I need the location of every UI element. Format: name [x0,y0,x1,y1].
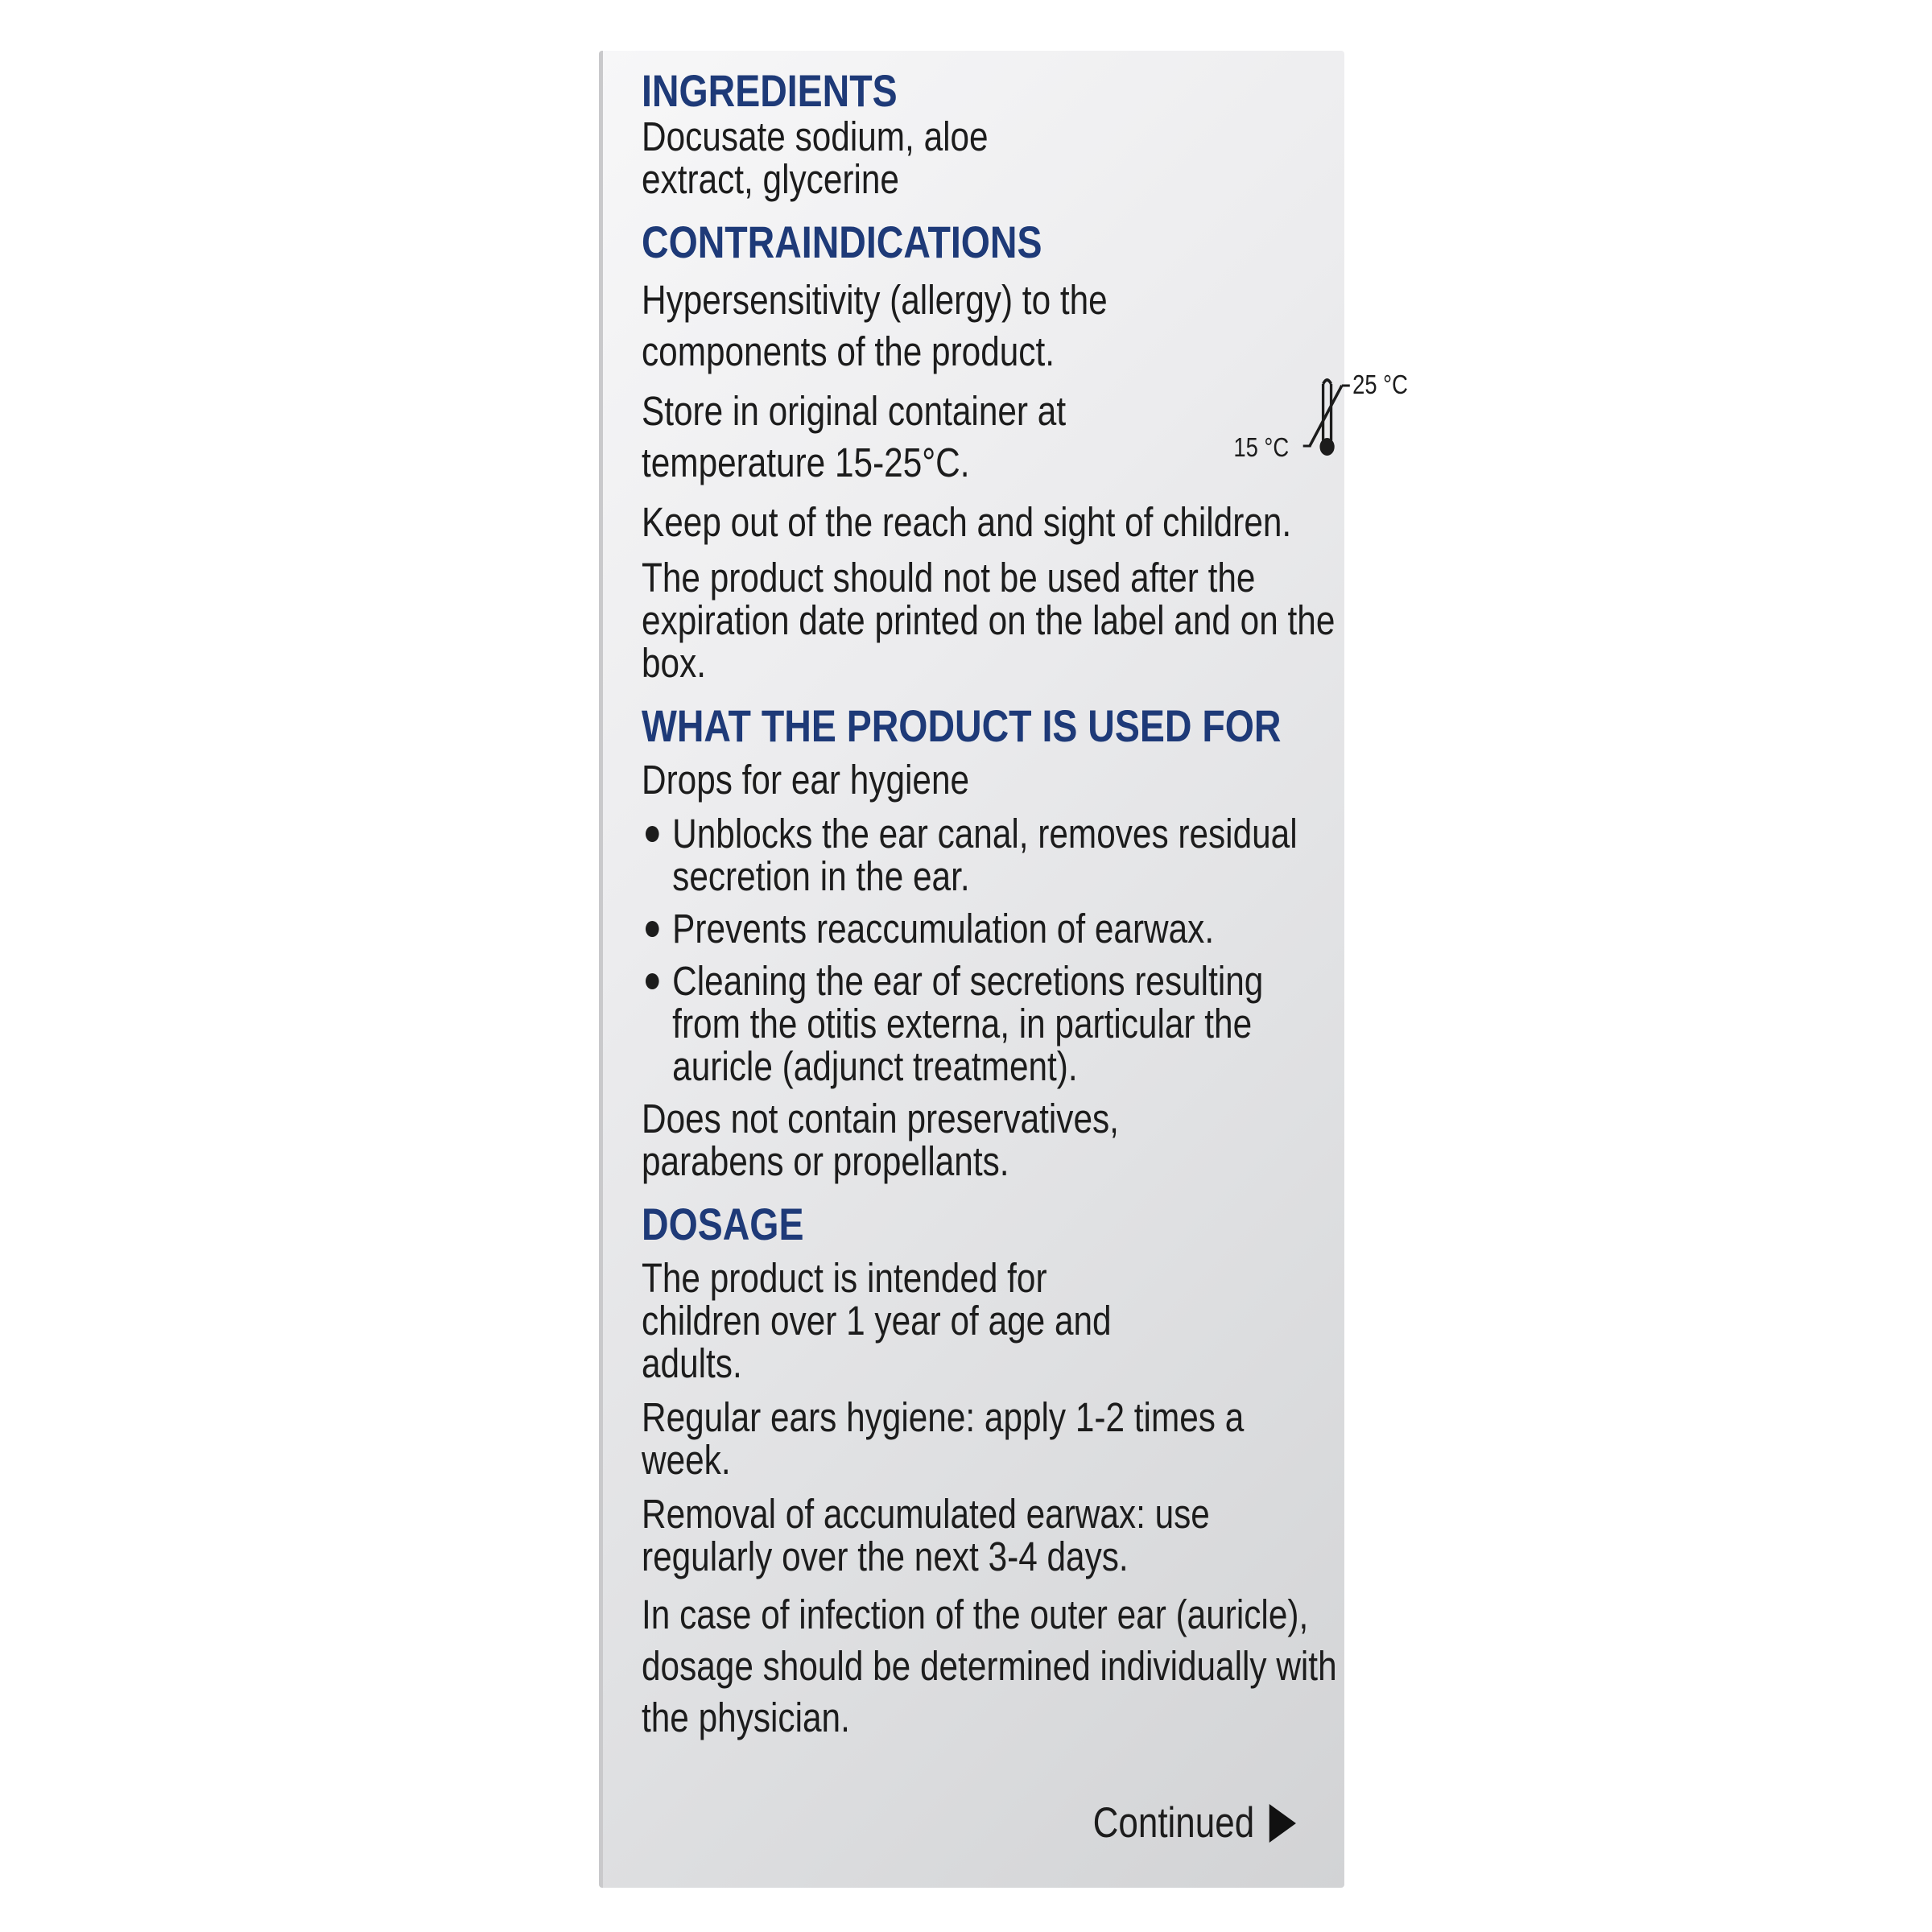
list-item [642,812,1336,898]
thermometer-icon [1210,369,1408,474]
ingredients-heading: INGREDIENTS [642,65,898,116]
continued-label: Continued [1092,1799,1255,1847]
dosage-paragraph: In case of infection of the outer ear (auricle), dosage should be determined individually with the physician. [642,1591,1337,1740]
continued-indicator [1093,1798,1296,1847]
dosage-paragraph: The product is intended for children over 1 year of age and adults. [642,1255,1112,1386]
bullet-text: Cleaning the ear of secretions resulting from the otitis externa, in particular the auricle (adjunct treatment). [672,958,1264,1089]
storage-block [642,370,1408,489]
dosage-paragraph: Regular ears hygiene: apply 1-2 times a week. [642,1394,1245,1483]
leaflet-panel [599,51,1408,1888]
thermometer-low-label: 15 °C [1233,433,1290,463]
bullet-icon [646,826,659,842]
thermometer-high-label: 25 °C [1352,370,1408,400]
bullet-icon [646,921,659,937]
dosage-paragraph: Removal of accumulated earwax: use regularly over the next 3-4 days. [642,1491,1210,1579]
bullet-text: Unblocks the ear canal, removes residual secretion in the ear. [672,811,1298,899]
list-item [642,960,1336,1088]
bullet-text: Prevents reaccumulation of earwax. [672,906,1215,952]
storage-text: Store in original container at temperature 15-25°C. [642,388,1067,485]
usage-bullet-list [642,812,1336,1088]
play-arrow-icon [1269,1804,1296,1843]
usage-note: Does not contain preservatives, parabens or propellants. [642,1096,1119,1184]
bullet-icon [646,973,659,989]
expiry-warning: The product should not be used after the expiration date printed on the label and on the box. [642,555,1335,686]
usage-heading: WHAT THE PRODUCT IS USED FOR [642,700,1282,751]
contraindications-text: Hypersensitivity (allergy) to the components of the product. [642,277,1108,374]
leaflet-content [642,65,1408,1744]
contraindications-heading: CONTRAINDICATIONS [642,217,1042,267]
ingredients-text: Docusate sodium, aloe extract, glycerine [642,114,989,202]
children-warning: Keep out of the reach and sight of children. [642,499,1292,545]
list-item [642,907,1336,950]
usage-intro: Drops for ear hygiene [642,757,970,803]
dosage-heading: DOSAGE [642,1199,804,1249]
